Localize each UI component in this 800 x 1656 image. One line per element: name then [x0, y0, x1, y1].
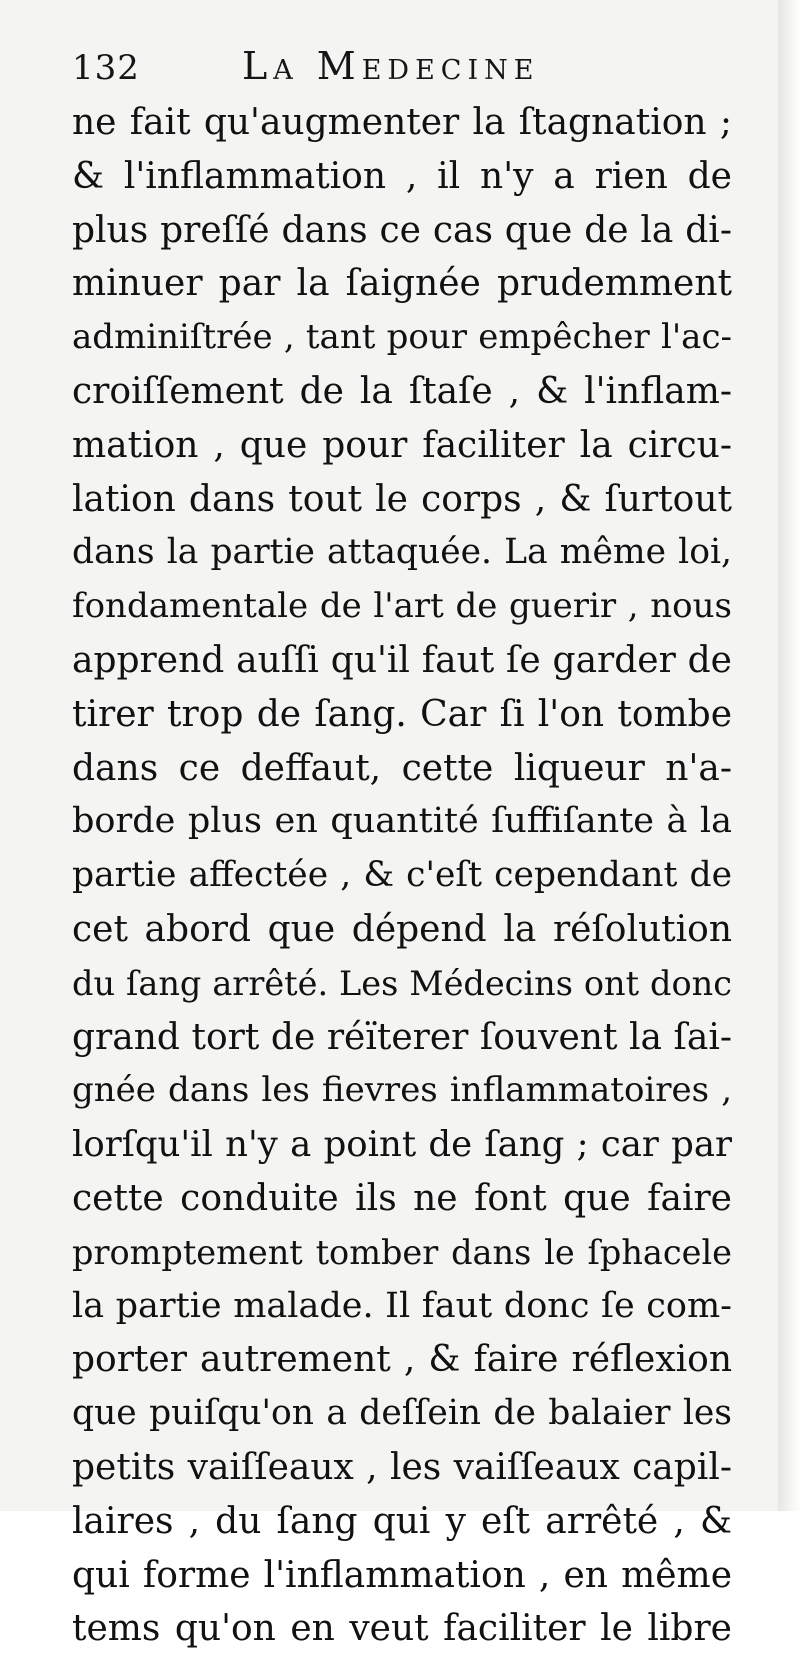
text-line: grand tort de réïterer ſouvent la ſai-	[72, 1016, 732, 1058]
text-line: ne fait qu'augmenter la ſtagnation ;	[72, 102, 732, 143]
text-line: porter autrement , & faire réflexion	[72, 1339, 732, 1381]
text-line: borde plus en quantité ſuffiſante à la	[72, 801, 732, 842]
text-line: partie affectée , & c'eſt cependant de	[72, 855, 732, 896]
text-line: mation , que pour faciliter la circu-	[72, 424, 732, 466]
text-line: adminiſtrée , tant pour empêcher l'ac-	[72, 317, 732, 358]
text-line: tirer trop de ſang. Car ſi l'on tombe	[72, 693, 732, 735]
text-line: la partie malade. Il faut donc ſe com-	[72, 1285, 732, 1326]
text-line: dans la partie attaquée. La même loi,	[72, 532, 732, 573]
page-number: 132	[72, 48, 140, 88]
body-text	[72, 96, 732, 1656]
page-header	[72, 40, 752, 96]
text-line: lation dans tout le corps , & ſurtout	[72, 478, 732, 520]
text-line: apprend auſſi qu'il faut ſe garder de	[72, 639, 732, 681]
text-line: lorſqu'il n'y a point de ſang ; car par	[72, 1124, 732, 1166]
text-line: cet abord que dépend la réſolution	[72, 908, 732, 950]
text-line: cette conduite ils ne font que faire	[72, 1177, 732, 1219]
text-line: gnée dans les fievres inflammatoires ,	[72, 1070, 732, 1111]
text-line: minuer par la ſaignée prudemment	[72, 263, 732, 305]
running-title: La Medecine	[242, 44, 540, 88]
text-line: qui forme l'inflammation , en même	[72, 1554, 732, 1596]
text-line: & l'inflammation , il n'y a rien de	[72, 155, 732, 197]
text-line: petits vaiſſeaux , les vaiſſeaux capil-	[72, 1446, 732, 1488]
text-line: promptement tomber dans le ſphacele	[72, 1232, 732, 1272]
text-line: tems qu'on en veut faciliter le libre	[72, 1608, 732, 1650]
text-line: laires , du ſang qui y eſt arrêté , &	[72, 1500, 732, 1542]
text-line: fondamentale de l'art de guerir , nous	[72, 586, 732, 627]
text-line: dans ce deffaut, cette liqueur n'a-	[72, 747, 732, 789]
text-line: croiſſement de la ſtaſe , & l'inflam-	[72, 370, 732, 412]
page-edge	[778, 0, 800, 1511]
text-line: du ſang arrêté. Les Médecins ont donc	[72, 963, 732, 1003]
text-line: plus preſſé dans ce cas que de la di-	[72, 209, 732, 251]
text-line: que puiſqu'on a deſſein de balaier les	[72, 1393, 732, 1434]
